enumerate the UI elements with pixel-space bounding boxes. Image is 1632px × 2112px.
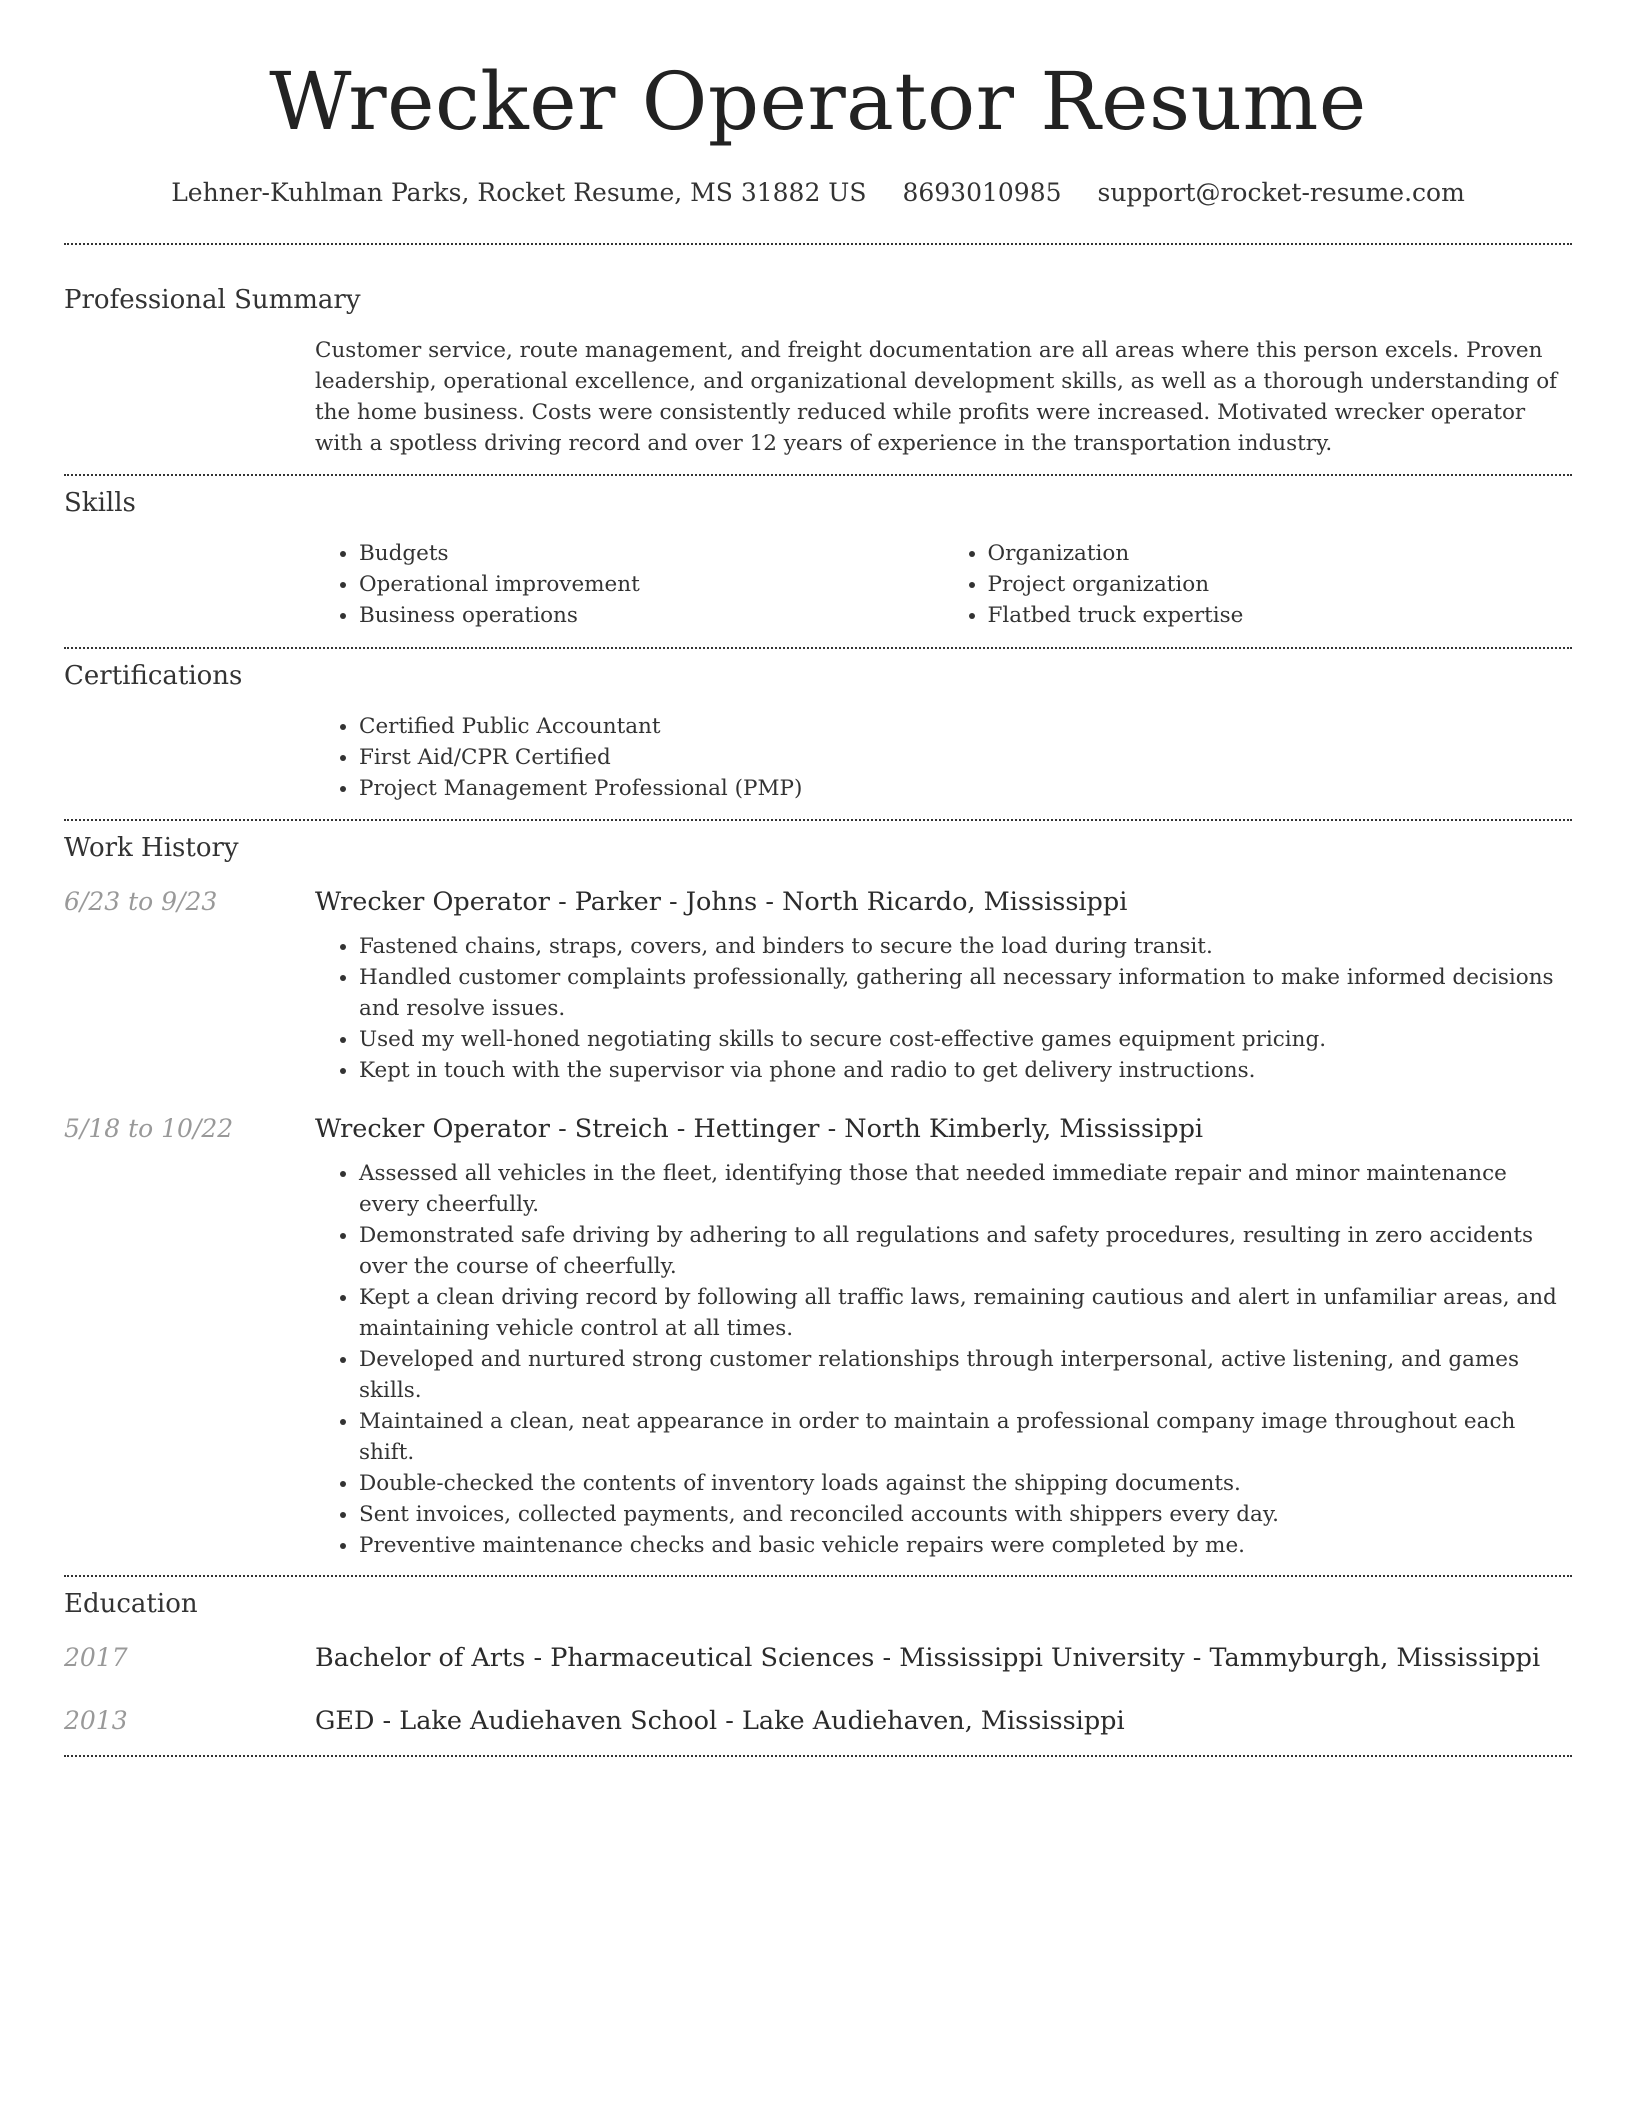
job-title: Wrecker Operator - Streich - Hettinger - North Kimberly, Mississippi bbox=[315, 1114, 1204, 1144]
job-date: 6/23 to 9/23 bbox=[64, 887, 218, 916]
section-title-education: Education bbox=[64, 1589, 198, 1619]
certification-item: • First Aid/CPR Certified bbox=[359, 742, 1572, 773]
job-entry bbox=[64, 1114, 1572, 1561]
skills-body bbox=[315, 538, 1572, 631]
summary-text: Customer service, route management, and freight documentation are all areas where this person excels. Proven leadership, operational excellence, and organizational development skills, as well as a thorough understanding of the home business. Costs were consistently reduced while profits were increased. Motivated wrecker operator with a spotless driving record and over 12 years of experience in the transportation industry. bbox=[315, 338, 1558, 456]
job-bullet: • Assessed all vehicles in the fleet, identifying those that needed immediate repair and minor maintenance every cheerfully. bbox=[359, 1158, 1572, 1220]
skill-item: • Operational improvement bbox=[359, 569, 944, 600]
summary-body bbox=[315, 335, 1572, 459]
job-bullet: • Demonstrated safe driving by adhering to all regulations and safety procedures, resulting in zero accidents over the course of cheerfully. bbox=[359, 1220, 1572, 1282]
job-header bbox=[64, 887, 1572, 917]
job-bullet: • Used my well-honed negotiating skills to secure cost-effective games equipment pricing. bbox=[359, 1024, 1572, 1055]
job-title: Wrecker Operator - Parker - Johns - North Ricardo, Mississippi bbox=[315, 887, 1128, 917]
job-bullet: • Fastened chains, straps, covers, and binders to secure the load during transit. bbox=[359, 931, 1572, 962]
job-body bbox=[315, 931, 1572, 1086]
email-text: support@rocket-resume.com bbox=[1097, 178, 1465, 207]
contact-line bbox=[64, 176, 1572, 210]
skill-item: • Flatbed truck expertise bbox=[988, 600, 1573, 631]
education-section bbox=[64, 1577, 1572, 1736]
job-bullet: • Kept in touch with the supervisor via phone and radio to get delivery instructions. bbox=[359, 1055, 1572, 1086]
resume-title: Wrecker Operator Resume bbox=[269, 55, 1367, 148]
skill-item: • Business operations bbox=[359, 600, 944, 631]
work-section bbox=[64, 821, 1572, 1561]
skills-section bbox=[64, 476, 1572, 631]
job-bullet: • Preventive maintenance checks and basic vehicle repairs were completed by me. bbox=[359, 1530, 1572, 1561]
skills-list-left bbox=[315, 538, 944, 631]
job-body bbox=[315, 1158, 1572, 1561]
divider bbox=[64, 1755, 1572, 1757]
address-text: Lehner-Kuhlman Parks, Rocket Resume, MS 31882 US bbox=[171, 178, 867, 207]
job-bullet: • Double-checked the contents of inventory loads against the shipping documents. bbox=[359, 1468, 1572, 1499]
job-bullet: • Handled customer complaints professionally, gathering all necessary information to make informed decisions and resolve issues. bbox=[359, 962, 1572, 1024]
education-date: 2017 bbox=[64, 1643, 128, 1672]
section-title-certifications: Certifications bbox=[64, 661, 243, 691]
certification-item: • Certified Public Accountant bbox=[359, 711, 1572, 742]
certifications-section bbox=[64, 649, 1572, 804]
education-entry bbox=[64, 1706, 1572, 1736]
section-title-work: Work History bbox=[64, 833, 239, 863]
job-entry bbox=[64, 887, 1572, 1086]
job-bullets bbox=[315, 1158, 1572, 1561]
skill-item: • Organization bbox=[988, 538, 1573, 569]
education-text: Bachelor of Arts - Pharmaceutical Sciences - Mississippi University - Tammyburgh, Mississippi bbox=[315, 1643, 1541, 1673]
skills-list-right bbox=[944, 538, 1573, 631]
section-title-summary: Professional Summary bbox=[64, 285, 361, 315]
section-title-skills: Skills bbox=[64, 488, 136, 518]
summary-section bbox=[64, 245, 1572, 459]
skill-item: • Project organization bbox=[988, 569, 1573, 600]
skill-item: • Budgets bbox=[359, 538, 944, 569]
resume-page bbox=[64, 0, 1572, 1757]
certifications-list bbox=[315, 711, 1572, 804]
phone-text: 8693010985 bbox=[902, 178, 1062, 207]
job-bullet: • Developed and nurtured strong customer relationships through interpersonal, active listening, and games skills. bbox=[359, 1344, 1572, 1406]
certifications-body bbox=[315, 711, 1572, 804]
education-entry bbox=[64, 1643, 1572, 1673]
job-header bbox=[64, 1114, 1572, 1144]
job-bullet: • Maintained a clean, neat appearance in order to maintain a professional company image throughout each shift. bbox=[359, 1406, 1572, 1468]
job-bullet: • Kept a clean driving record by following all traffic laws, remaining cautious and alert in unfamiliar areas, and maintaining vehicle control at all times. bbox=[359, 1282, 1572, 1344]
job-bullet: • Sent invoices, collected payments, and reconciled accounts with shippers every day. bbox=[359, 1499, 1572, 1530]
job-date: 5/18 to 10/22 bbox=[64, 1114, 234, 1143]
education-date: 2013 bbox=[64, 1706, 128, 1735]
certification-item: • Project Management Professional (PMP) bbox=[359, 773, 1572, 804]
job-bullets bbox=[315, 931, 1572, 1086]
education-text: GED - Lake Audiehaven School - Lake Audiehaven, Mississippi bbox=[315, 1706, 1125, 1736]
